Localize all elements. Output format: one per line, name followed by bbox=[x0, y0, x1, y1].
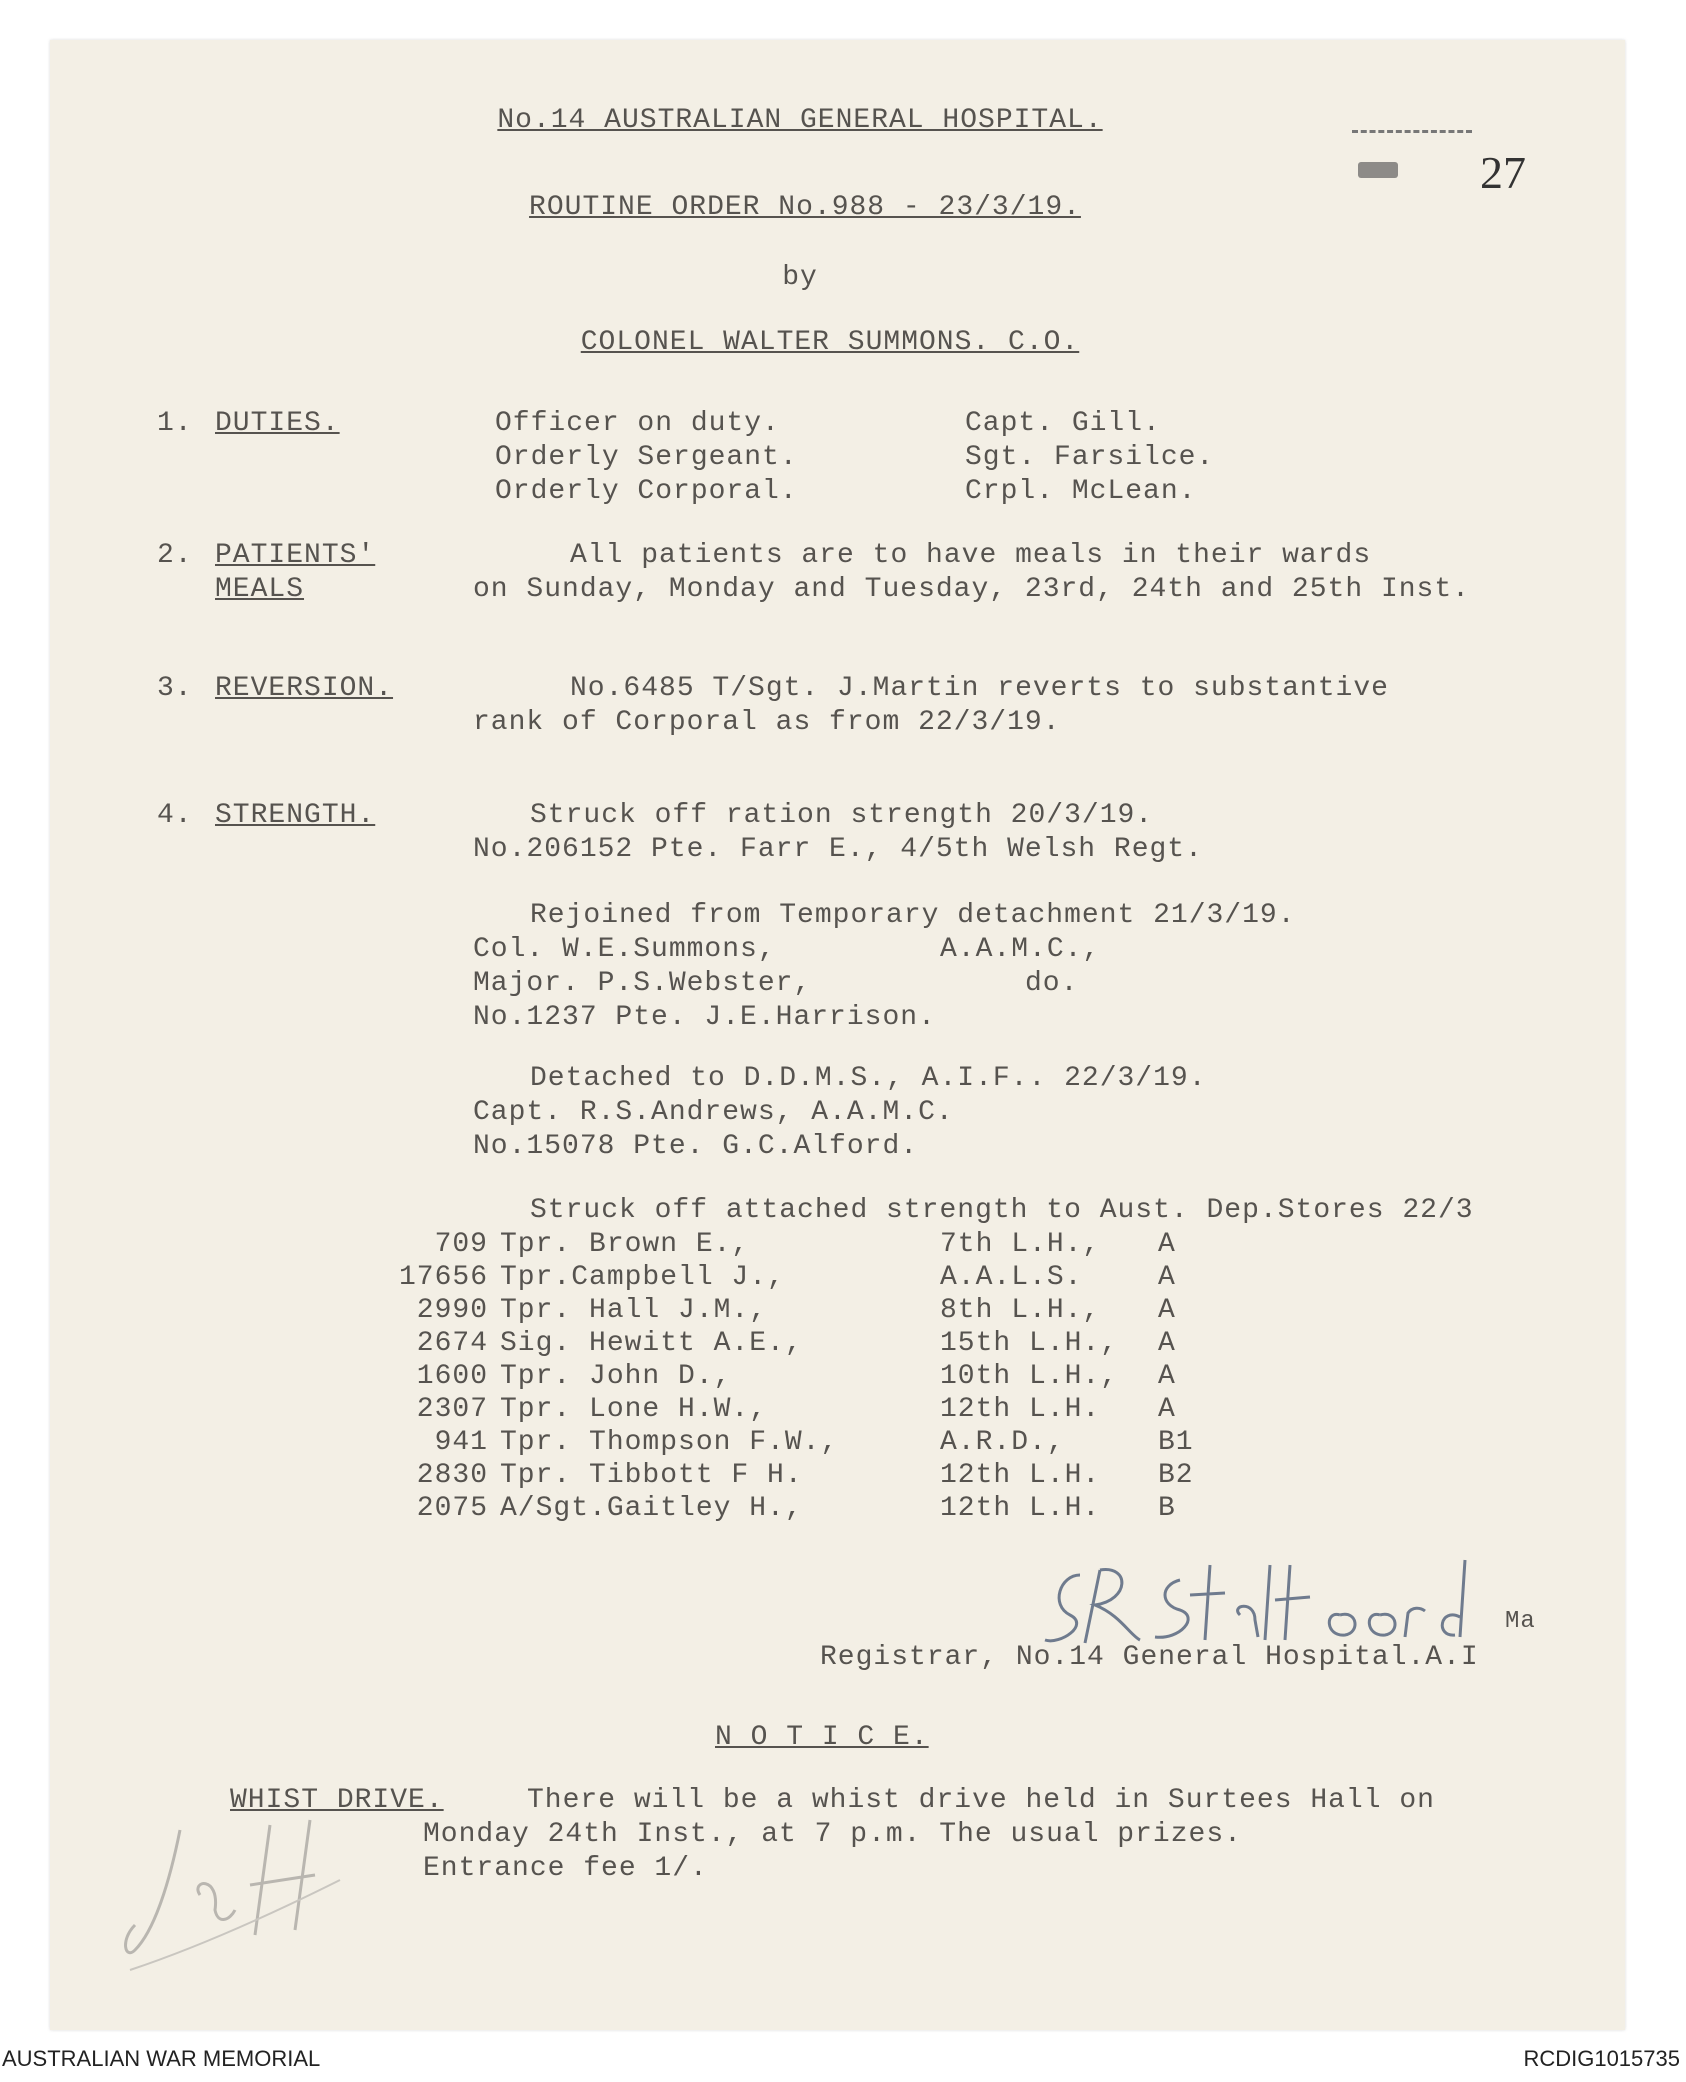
roster-unit: 15th L.H., bbox=[940, 1328, 1119, 1359]
duty-role: Officer on duty. bbox=[495, 408, 780, 439]
strength-heading: STRENGTH. bbox=[215, 800, 376, 831]
officer-heading: COLONEL WALTER SUMMONS. C.O. bbox=[580, 327, 1080, 358]
meals-text-line: on Sunday, Monday and Tuesday, 23rd, 24th and 25th Inst. bbox=[473, 574, 1470, 605]
detached-line: Capt. R.S.Andrews, A.A.M.C. bbox=[473, 1097, 954, 1128]
roster-no: 2307 bbox=[416, 1394, 488, 1425]
roster-class: B1 bbox=[1158, 1427, 1194, 1458]
meals-text-line: All patients are to have meals in their wards bbox=[570, 540, 1372, 571]
roster-unit: 12th L.H. bbox=[940, 1493, 1101, 1524]
notice-text-line: There will be a whist drive held in Surtees Hall on bbox=[527, 1785, 1435, 1816]
notice-text-line: Entrance fee 1/. bbox=[423, 1853, 708, 1884]
detached-line: No.15078 Pte. G.C.Alford. bbox=[473, 1131, 919, 1162]
roster-name: Tpr. Brown E., bbox=[500, 1229, 750, 1260]
notice-heading: N O T I C E. bbox=[715, 1722, 929, 1753]
duties-heading: DUTIES. bbox=[215, 408, 340, 439]
reversion-heading: REVERSION. bbox=[215, 673, 394, 704]
meals-number: 2. bbox=[157, 540, 193, 571]
struck-off-ration-line: No.206152 Pte. Farr E., 4/5th Welsh Regt. bbox=[473, 834, 1203, 865]
roster-name: A/Sgt.Gaitley H., bbox=[500, 1493, 803, 1524]
meals-heading-line-1: PATIENTS' bbox=[215, 540, 376, 571]
roster-name: Tpr.Campbell J., bbox=[500, 1262, 785, 1293]
signature-scrawl bbox=[1040, 1545, 1480, 1655]
duty-name: Sgt. Farsilce. bbox=[965, 442, 1215, 473]
signatory-title: Registrar, No.14 General Hospital.A.I bbox=[820, 1642, 1479, 1673]
roster-name: Tpr. Tibbott F H. bbox=[500, 1460, 803, 1491]
detached-title: Detached to D.D.M.S., A.I.F.. 22/3/19. bbox=[530, 1063, 1207, 1094]
roster-name: Tpr. Hall J.M., bbox=[500, 1295, 768, 1326]
rejoined-name: No.1237 Pte. J.E.Harrison. bbox=[473, 1002, 936, 1033]
duty-role: Orderly Sergeant. bbox=[495, 442, 798, 473]
roster-class: A bbox=[1158, 1229, 1176, 1260]
roster-no: 17656 bbox=[398, 1262, 488, 1293]
roster-no: 2990 bbox=[416, 1295, 488, 1326]
reversion-number: 3. bbox=[157, 673, 193, 704]
duties-number: 1. bbox=[157, 408, 193, 439]
order-heading: ROUTINE ORDER No.988 - 23/3/19. bbox=[529, 192, 1081, 223]
initials-scrawl bbox=[110, 1800, 350, 1980]
notice-text-line: Monday 24th Inst., at 7 p.m. The usual prizes. bbox=[423, 1819, 1242, 1850]
roster-no: 2830 bbox=[416, 1460, 488, 1491]
roster-class: B2 bbox=[1158, 1460, 1194, 1491]
roster-unit: A.R.D., bbox=[940, 1427, 1065, 1458]
unit-heading: No.14 AUSTRALIAN GENERAL HOSPITAL. bbox=[497, 105, 1103, 136]
reversion-text-line: No.6485 T/Sgt. J.Martin reverts to substantive bbox=[570, 673, 1389, 704]
duty-name: Crpl. McLean. bbox=[965, 476, 1197, 507]
rejoined-unit: do. bbox=[1025, 968, 1079, 999]
page-number: 27 bbox=[1480, 147, 1526, 198]
roster-class: B bbox=[1158, 1493, 1176, 1524]
strength-number: 4. bbox=[157, 800, 193, 831]
by-line: by bbox=[782, 262, 818, 293]
duty-role: Orderly Corporal. bbox=[495, 476, 798, 507]
rejoined-name: Col. W.E.Summons, bbox=[473, 934, 776, 965]
roster-class: A bbox=[1158, 1262, 1176, 1293]
duty-name: Capt. Gill. bbox=[965, 408, 1161, 439]
roster-no: 709 bbox=[434, 1229, 488, 1260]
struck-off-attached-title: Struck off attached strength to Aust. Dep.Stores 22/3 bbox=[530, 1195, 1474, 1226]
roster-unit: 12th L.H. bbox=[940, 1394, 1101, 1425]
rejoined-name: Major. P.S.Webster, bbox=[473, 968, 812, 999]
meals-heading-line-2: MEALS bbox=[215, 574, 305, 605]
page-mark bbox=[1352, 130, 1472, 136]
roster-unit: 7th L.H., bbox=[940, 1229, 1101, 1260]
roster-name: Tpr. John D., bbox=[500, 1361, 732, 1392]
roster-no: 941 bbox=[434, 1427, 488, 1458]
roster-name: Tpr. Thompson F.W., bbox=[500, 1427, 839, 1458]
signatory-rank: Ma bbox=[1505, 1608, 1536, 1635]
rejoined-title: Rejoined from Temporary detachment 21/3/19. bbox=[530, 900, 1296, 931]
roster-unit: 12th L.H. bbox=[940, 1460, 1101, 1491]
roster-unit: 8th L.H., bbox=[940, 1295, 1101, 1326]
notice-label: WHIST DRIVE. bbox=[230, 1785, 444, 1816]
footer-left: AUSTRALIAN WAR MEMORIAL bbox=[2, 2046, 321, 2071]
roster-unit: A.A.L.S. bbox=[940, 1262, 1083, 1293]
rejoined-unit: A.A.M.C., bbox=[940, 934, 1101, 965]
roster-name: Sig. Hewitt A.E., bbox=[500, 1328, 803, 1359]
roster-class: A bbox=[1158, 1394, 1176, 1425]
roster-unit: 10th L.H., bbox=[940, 1361, 1119, 1392]
footer-right: RCDIG1015735 bbox=[1523, 2046, 1680, 2071]
roster-no: 1600 bbox=[416, 1361, 488, 1392]
roster-no: 2075 bbox=[416, 1493, 488, 1524]
reversion-text-line: rank of Corporal as from 22/3/19. bbox=[473, 707, 1061, 738]
struck-off-ration-title: Struck off ration strength 20/3/19. bbox=[530, 800, 1154, 831]
pencil-initials bbox=[110, 1800, 350, 1985]
roster-class: A bbox=[1158, 1295, 1176, 1326]
roster-name: Tpr. Lone H.W., bbox=[500, 1394, 768, 1425]
roster-class: A bbox=[1158, 1328, 1176, 1359]
roster-class: A bbox=[1158, 1361, 1176, 1392]
roster-no: 2674 bbox=[416, 1328, 488, 1359]
page-stamp-blot bbox=[1358, 162, 1398, 178]
